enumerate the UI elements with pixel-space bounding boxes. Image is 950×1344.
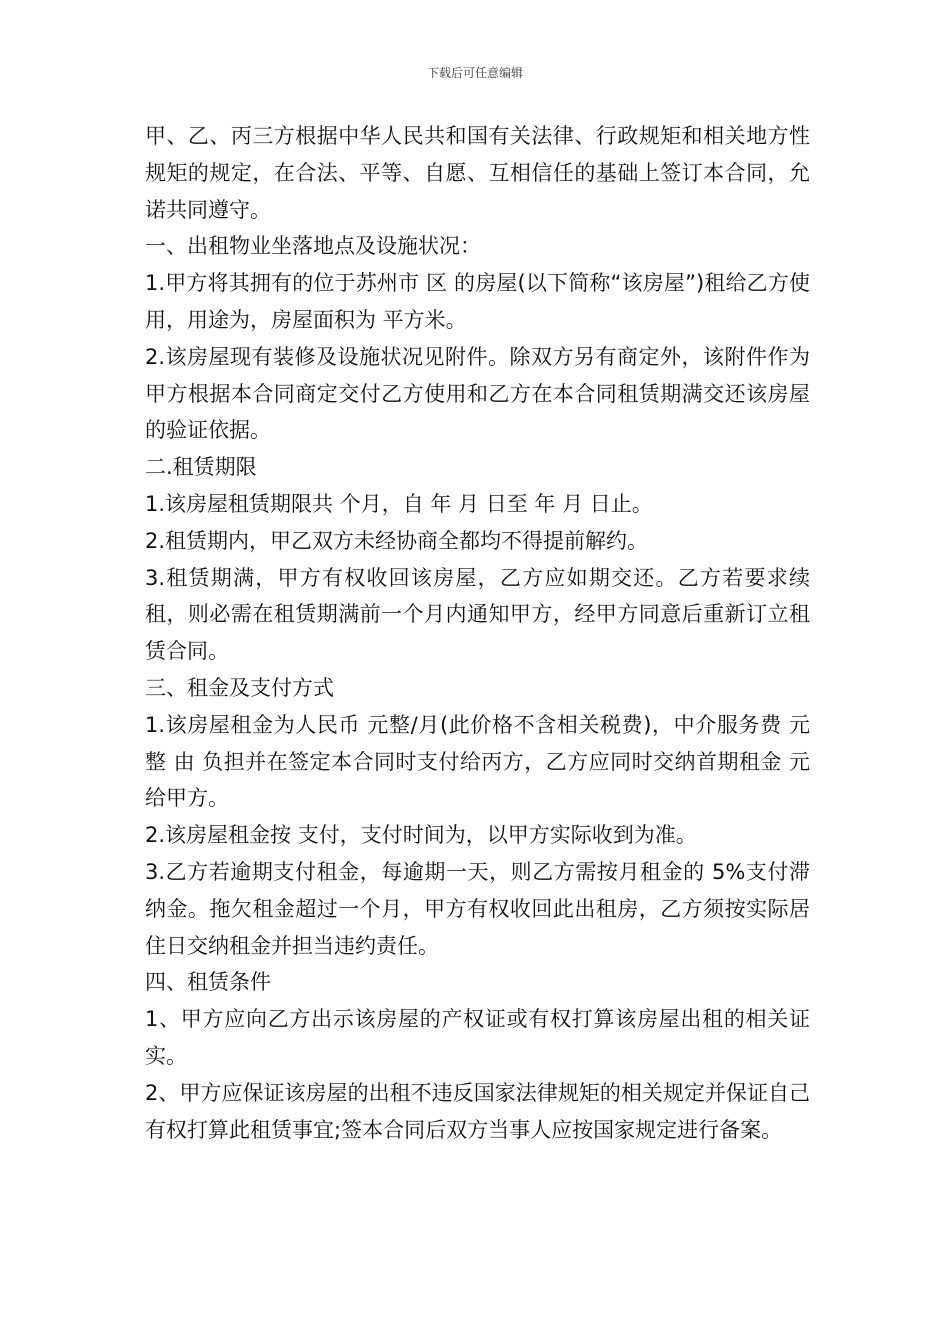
clause-3-3: 3.乙方若逾期支付租金，每逾期一天，则乙方需按月租金的 5%支付滞纳金。拖欠租金超过一个月，甲方有权收回此出租房，乙方须按实际居住日交纳租金并担当违约责任。 — [145, 859, 810, 958]
clause-3-2: 2.该房屋租金按 支付，支付时间为，以甲方实际收到为准。 — [145, 823, 697, 848]
section-heading-4: 四、租赁条件 — [145, 970, 271, 995]
clause-4-1: 1、甲方应向乙方出示该房屋的产权证或有权打算该房屋出租的相关证实。 — [145, 1007, 810, 1068]
section-heading-2: 二.租赁期限 — [145, 455, 257, 480]
clause-2-3: 3.租赁期满，甲方有权收回该房屋，乙方应如期交还。乙方若要求续租，则必需在租赁期满前一个月内通知甲方，经甲方同意后重新订立租赁合同。 — [145, 565, 810, 664]
page-header-note: 下载后可任意编辑 — [426, 66, 523, 80]
section-heading-3: 三、租金及支付方式 — [145, 675, 334, 700]
clause-1-2: 2.该房屋现有装修及设施状况见附件。除双方另有商定外，该附件作为甲方根据本合同商定交付乙方使用和乙方在本合同租赁期满交还该房屋的验证依据。 — [145, 344, 810, 443]
intro-paragraph: 甲、乙、丙三方根据中华人民共和国有关法律、行政规矩和相关地方性规矩的规定，在合法、平等、自愿、互相信任的基础上签订本合同，允诺共同遵守。 — [145, 124, 810, 222]
clause-4-2: 2、甲方应保证该房屋的出租不违反国家法律规矩的相关规定并保证自己有权打算此租赁事宜;签本合同后双方当事人应按国家规定进行备案。 — [145, 1080, 810, 1142]
clause-1-1: 1.甲方将其拥有的位于苏州市 区 的房屋(以下简称“该房屋”)租给乙方使用，用途为，房屋面积为 平方米。 — [145, 271, 810, 332]
clause-2-1: 1.该房屋租赁期限共 个月，自 年 月 日至 年 月 日止。 — [145, 491, 653, 516]
contract-body — [145, 118, 810, 1148]
clause-3-1: 1.该房屋租金为人民币 元整/月(此价格不含相关税费)，中介服务费 元整 由 负担并在签定本合同时支付给丙方，乙方应同时交纳首期租金 元给甲方。 — [145, 712, 810, 811]
section-heading-1: 一、出租物业坐落地点及设施状况： — [145, 234, 481, 259]
clause-2-2: 2.租赁期内，甲乙双方未经协商全都均不得提前解约。 — [145, 528, 649, 553]
